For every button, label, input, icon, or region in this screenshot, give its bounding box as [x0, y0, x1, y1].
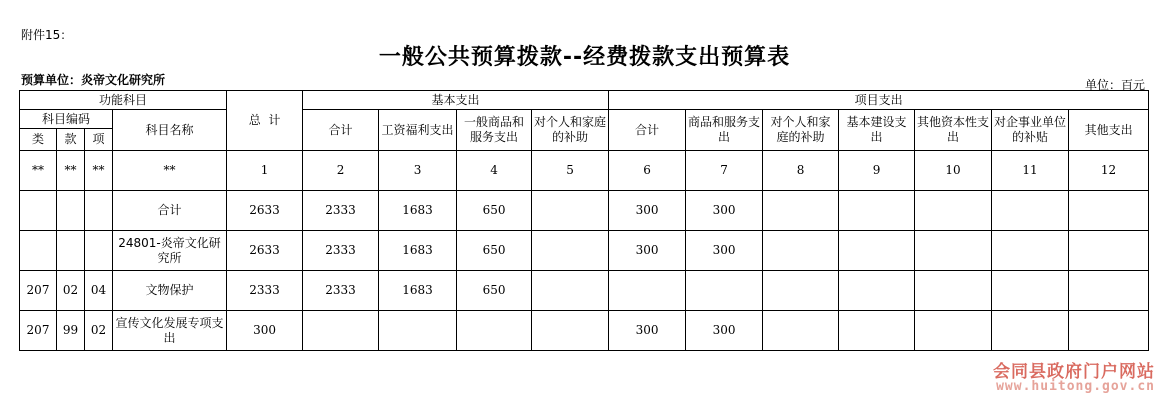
header-kuan: 款 — [57, 129, 85, 151]
cell-value — [532, 311, 609, 351]
cell-total: 2633 — [227, 191, 303, 231]
index-cell: ** — [57, 151, 85, 191]
cell-value — [763, 231, 839, 271]
cell-value: 650 — [457, 231, 532, 271]
cell-xiang: 04 — [85, 271, 113, 311]
header-row-2 — [20, 110, 1149, 129]
cell-kuan — [57, 231, 85, 271]
header-xiang: 项 — [85, 129, 113, 151]
index-cell: 11 — [992, 151, 1069, 191]
cell-xiang — [85, 231, 113, 271]
cell-value — [992, 271, 1069, 311]
header-project-col: 基本建设支出 — [839, 110, 915, 151]
index-cell: 8 — [763, 151, 839, 191]
cell-subject-name: 24801-炎帝文化研究所 — [113, 231, 227, 271]
header-project-col: 对企事业单位的补贴 — [992, 110, 1069, 151]
cell-value — [1069, 271, 1149, 311]
cell-value — [763, 271, 839, 311]
cell-value — [763, 311, 839, 351]
cell-value: 300 — [686, 311, 763, 351]
header-func-subject: 功能科目 — [20, 91, 227, 110]
cell-lei: 207 — [20, 311, 57, 351]
table-row — [20, 271, 1149, 311]
cell-xiang: 02 — [85, 311, 113, 351]
cell-value: 1683 — [379, 271, 457, 311]
budget-table — [19, 90, 1149, 351]
cell-total: 2333 — [227, 271, 303, 311]
cell-value — [1069, 311, 1149, 351]
cell-value — [915, 311, 992, 351]
cell-lei — [20, 231, 57, 271]
index-cell: 9 — [839, 151, 915, 191]
index-cell: 10 — [915, 151, 992, 191]
cell-value: 2333 — [303, 231, 379, 271]
index-cell: 7 — [686, 151, 763, 191]
index-cell: 12 — [1069, 151, 1149, 191]
table-row — [20, 231, 1149, 271]
cell-value: 300 — [609, 311, 686, 351]
cell-kuan: 02 — [57, 271, 85, 311]
header-basic-col: 工资福利支出 — [379, 110, 457, 151]
header-basic-col: 一般商品和服务支出 — [457, 110, 532, 151]
index-cell: 3 — [379, 151, 457, 191]
cell-value: 1683 — [379, 231, 457, 271]
cell-value — [915, 271, 992, 311]
cell-value — [609, 271, 686, 311]
cell-kuan — [57, 191, 85, 231]
cell-value — [303, 311, 379, 351]
cell-value — [532, 231, 609, 271]
cell-total: 300 — [227, 311, 303, 351]
cell-total: 2633 — [227, 231, 303, 271]
cell-value: 2333 — [303, 271, 379, 311]
header-project-col: 其他资本性支出 — [915, 110, 992, 151]
cell-value — [915, 231, 992, 271]
cell-value — [992, 311, 1069, 351]
cell-value — [839, 231, 915, 271]
header-subject-name: 科目名称 — [113, 110, 227, 151]
cell-value — [915, 191, 992, 231]
cell-kuan: 99 — [57, 311, 85, 351]
watermark-site-name: 会同县政府门户网站 — [993, 362, 1155, 382]
cell-value — [992, 191, 1069, 231]
cell-value: 300 — [686, 191, 763, 231]
currency-unit: 单位：百元 — [1084, 78, 1145, 92]
cell-value: 650 — [457, 271, 532, 311]
cell-value: 300 — [609, 191, 686, 231]
index-cell: ** — [85, 151, 113, 191]
cell-value — [379, 311, 457, 351]
cell-value — [532, 191, 609, 231]
cell-value — [839, 191, 915, 231]
header-basic-col: 对个人和家庭的补助 — [532, 110, 609, 151]
index-row — [20, 151, 1149, 191]
cell-value: 300 — [686, 231, 763, 271]
cell-value — [839, 311, 915, 351]
annex-label: 附件15： — [21, 28, 73, 42]
index-cell: ** — [20, 151, 57, 191]
cell-value — [839, 271, 915, 311]
header-project-col: 商品和服务支出 — [686, 110, 763, 151]
cell-xiang — [85, 191, 113, 231]
cell-value — [1069, 191, 1149, 231]
index-cell: 4 — [457, 151, 532, 191]
header-project-col: 合计 — [609, 110, 686, 151]
cell-subject-name: 宣传文化发展专项支出 — [113, 311, 227, 351]
cell-value: 1683 — [379, 191, 457, 231]
cell-value — [532, 271, 609, 311]
header-subject-code: 科目编码 — [20, 110, 113, 129]
table-row — [20, 191, 1149, 231]
budget-unit: 预算单位：炎帝文化研究所 — [21, 73, 166, 87]
index-cell: ** — [113, 151, 227, 191]
page-title: 一般公共预算拨款--经费拨款支出预算表 — [378, 45, 791, 70]
cell-value — [686, 271, 763, 311]
cell-value: 2333 — [303, 191, 379, 231]
index-cell: 1 — [227, 151, 303, 191]
header-basic-col: 合计 — [303, 110, 379, 151]
header-total: 总 计 — [227, 91, 303, 151]
cell-subject-name: 合计 — [113, 191, 227, 231]
cell-lei: 207 — [20, 271, 57, 311]
header-project: 项目支出 — [609, 91, 1149, 110]
cell-value — [1069, 231, 1149, 271]
header-project-col: 对个人和家庭的补助 — [763, 110, 839, 151]
cell-value — [763, 191, 839, 231]
watermark-url: www.huitong.gov.cn — [996, 379, 1155, 394]
cell-value — [992, 231, 1069, 271]
cell-value: 300 — [609, 231, 686, 271]
header-basic: 基本支出 — [303, 91, 609, 110]
cell-value: 650 — [457, 191, 532, 231]
header-project-col: 其他支出 — [1069, 110, 1149, 151]
index-cell: 2 — [303, 151, 379, 191]
header-lei: 类 — [20, 129, 57, 151]
cell-value — [457, 311, 532, 351]
cell-subject-name: 文物保护 — [113, 271, 227, 311]
index-cell: 5 — [532, 151, 609, 191]
header-row-1 — [20, 91, 1149, 110]
index-cell: 6 — [609, 151, 686, 191]
table-row — [20, 311, 1149, 351]
cell-lei — [20, 191, 57, 231]
